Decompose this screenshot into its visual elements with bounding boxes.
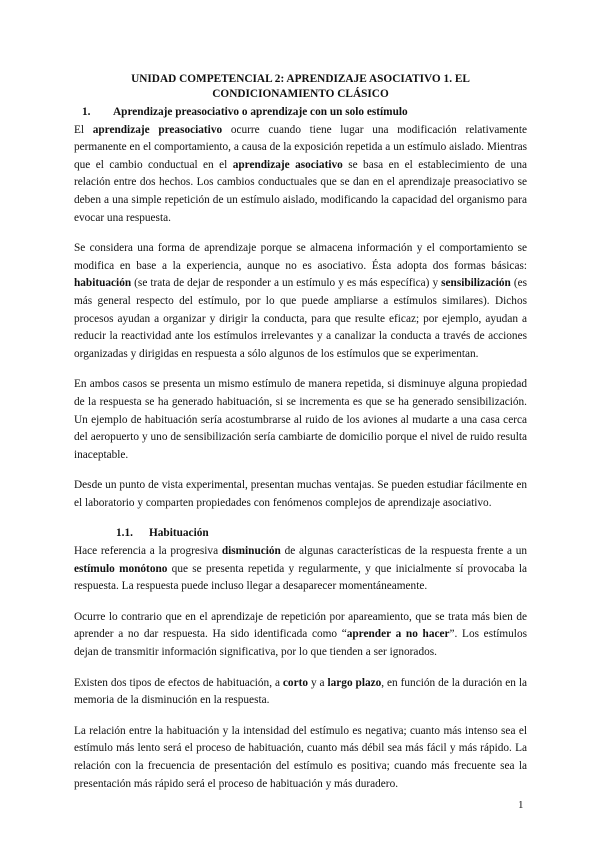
bold-term: corto: [282, 676, 309, 689]
text-run: que se presenta repetida y regularmente, y que inicialmente sí provocaba la respuesta. La respuesta puede incluso llegar a desaparecer momentáneamente.: [74, 562, 528, 593]
paragraph-formas-basicas: [74, 240, 527, 363]
paragraph-habituacion-def: [74, 543, 527, 596]
paragraph-preasociativo: [74, 122, 527, 228]
page-content: [74, 72, 527, 806]
section-title: Aprendizaje preasociativo o aprendizaje con un solo estímulo: [113, 106, 408, 118]
bold-term: disminución: [221, 545, 281, 558]
text-run: ocurre cuando tiene lugar una modificación relativamente permanente en el comportamiento, a causa de la exposición repetida a un estímulo aislado. Mientras que el cambio conductual en el: [74, 123, 527, 171]
text-run: (se trata de dejar de responder a un estímulo y es más específica) y: [131, 277, 442, 290]
text-run: y a: [308, 676, 328, 689]
section-title: Habituación: [149, 527, 209, 540]
bold-term: aprendizaje asociativo: [232, 158, 343, 171]
section-number: 1.1.: [116, 527, 133, 540]
text-run: El: [74, 123, 93, 136]
section-number: 1.: [82, 106, 91, 118]
text-run: de algunas características de la respuesta frente a un: [280, 545, 527, 558]
bold-term: habituación: [74, 277, 132, 290]
paragraph-ambos-casos: En ambos casos se presenta un mismo estímulo de manera repetida, si disminuye alguna propiedad de la respuesta se ha generado habituación, si se incrementa es que se ha generado sensibilización. Un ejemplo de habituación sería acostumbrarse al ruido de los aviones al mudarte a una casa cerca del aeropuerto y uno de sensibilización sería cambiarte de domicilio porque el nivel de ruido resulta inaceptable.: [74, 378, 527, 461]
bold-term: aprendizaje preasociativo: [92, 123, 223, 136]
text-run: se basa en el establecimiento de una relación entre dos hechos. Los cambios conductuales que se dan en el aprendizaje preasociativo se deben a una simple repetición de un estímulo aislado, modificando la capacidad del organismo para evocar una respuesta.: [74, 158, 527, 224]
bold-term: sensibilización: [441, 277, 511, 290]
text-run: Existen dos tipos de efectos de habituación, a: [74, 676, 283, 689]
text-run: ”. Los estímulos dejan de transmitir información significativa, por lo que tienden a ser ignorados.: [74, 628, 527, 659]
section-heading-1-1: [74, 525, 527, 543]
section-heading-1: [74, 104, 527, 122]
paragraph-intensidad: La relación entre la habituación y la intensidad del estímulo es negativa; cuanto más intenso sea el estímulo más lento será el proceso de habituación, cuanto más débil sea más fácil y más rápido. La relación con la frecuencia de presentación del estímulo es positiva; cuando más frecuente sea la presentación más rápido será el proceso de habituación y más duradero.: [74, 724, 527, 790]
paragraph-aprender-no-hacer: [74, 609, 527, 662]
paragraph-ventajas: Desde un punto de vista experimental, presentan muchas ventajas. Se pueden estudiar fácilmente en el laboratorio y comparten propiedades con fenómenos complejos de aprendizaje asociativo.: [74, 479, 527, 509]
paragraph-tipos-efectos: [74, 675, 527, 710]
page-number: 1: [518, 799, 524, 811]
text-run: (es más general respecto del estímulo, por lo que puede ampliarse a estímulos similares). Dichos procesos ayudan a organizar y dirigir la conducta, para que resulte eficaz; por ejemplo, ayudan a reducir la reactividad ante los estímulos irrelevantes y a canalizar la conducta a través de acciones organizadas y dirigidas en respuesta a sólo algunos de los estímulos que se experimentan.: [74, 277, 528, 360]
text-run: Hace referencia a la progresiva: [74, 545, 222, 558]
bold-term: estímulo monótono: [74, 562, 168, 575]
text-run: Ocurre lo contrario que en el aprendizaje de repetición por apareamiento, que se trata más bien de aprender a no dar respuesta. Ha sido identificada como “: [74, 610, 527, 641]
text-run: Se considera una forma de aprendizaje porque se almacena información y el comportamiento se modifica en base a la experiencia, aunque no es asociativo. Ésta adopta dos formas básicas:: [74, 242, 527, 272]
bold-term: largo plazo: [327, 676, 382, 689]
text-run: , en función de la duración en la memoria de la disminución en la respuesta.: [74, 676, 528, 707]
unit-title: UNIDAD COMPETENCIAL 2: APRENDIZAJE ASOCIATIVO 1. EL CONDICIONAMIENTO CLÁSICO: [131, 73, 470, 100]
bold-term: aprender a no hacer: [346, 628, 450, 641]
